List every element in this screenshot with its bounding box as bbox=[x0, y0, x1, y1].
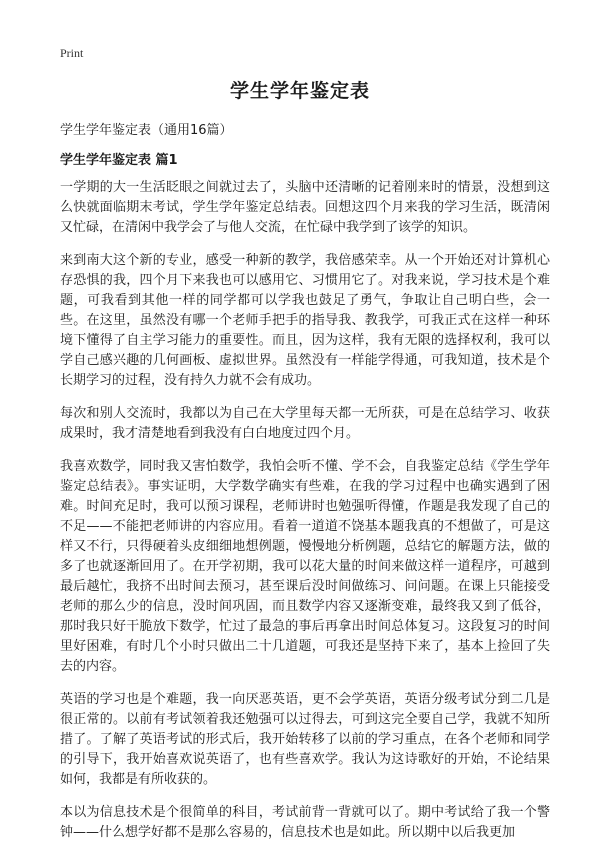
section-heading: 学生学年鉴定表 篇1 bbox=[60, 153, 178, 168]
paragraph: 一学期的大一生活眨眼之间就过去了，头脑中还清晰的记着刚来时的情景，没想到这么快就面临期末考试，学生学年鉴定总结表。回想这四个月来我的学习生活，既清闲又忙碌，在清闲中我学会了与他人交流，在忙碌中我学到了该学的知识。 bbox=[60, 180, 550, 235]
paragraph: 英语的学习也是个难题，我一向厌恶英语，更不会学英语，英语分级考试分到二几是很正常的。以前有考试领着我还勉强可以过得去，可到这完全要自己学，我就不知所措了。了解了英语考试的形式后，我开始转移了以前的学习重点，在各个老师和同学的引导下，我开始喜欢说英语了，也有些喜欢学。我认为这诗歌好的开始，不论结果如何，我都是有所收获的。 bbox=[60, 692, 550, 787]
document-subtitle: 学生学年鉴定表（通用16篇） bbox=[60, 123, 233, 138]
document-body bbox=[60, 178, 550, 856]
page-title: 学生学年鉴定表 bbox=[229, 80, 370, 102]
paragraph: 本以为信息技术是个很简单的科目，考试前背一背就可以了。期中考试给了我一个警钟——什么想学好都不是那么容易的，信息技术也是如此。所以期中以后我更加 bbox=[60, 805, 550, 840]
print-label: Print bbox=[60, 46, 84, 60]
paragraph: 我喜欢数学，同时我又害怕数学，我怕会听不懂、学不会，自我鉴定总结《学生学年鉴定总结表》。事实证明，大学数学确实有些难，在我的学习过程中也确实遇到了困难。时间充足时，我可以预习课程，老师讲时也勉强听得懂，作题是我发现了自己的不足——不能把老师讲的内容应用。看着一道道不饶基本题我真的不想做了，可是这样又不行，只得硬着头皮细细地想例题，慢慢地分析例题，总结它的解题方法，做的多了也就逐渐回用了。在开学初期，我可以花大量的时间来做这样一道程序，可越到最后越忙，我挤不出时间去预习，甚至课后没时间做练习、问问题。在课上只能接受老师的那么少的信息，没时间巩固，而且数学内容又逐渐变难，最终我又到了低谷，那时我只好干脆放下数学，忙过了最急的事后再拿出时间总体复习。这段复习的时间里好困难，有时几个小时只做出二十几道题，可我还是坚持下来了，基本上捡回了失去的内容。 bbox=[60, 459, 550, 674]
paragraph: 来到南大这个新的专业，感受一种新的教学，我倍感荣幸。从一个开始还对计算机心存恐惧的我，四个月下来我也可以感用它、习惯用它了。对我来说，学习技术是个难题，可我看到其他一样的同学都可以学我也鼓足了勇气，争取让自己明白些，会一些。在这里，虽然没有哪一个老师手把手的指导我、教我学，可我正式在这样一种环境下懂得了自主学习能力的重要性。而且，因为这样，我有无限的选择权利，我可以学自己感兴趣的几何画板、虚拟世界。虽然没有一样能学得通，可我知道，技术是个长期学习的过程，没有持久力就不会有成功。 bbox=[60, 253, 550, 388]
paragraph: 每次和别人交流时，我都以为自己在大学里每天都一无所获，可是在总结学习、收获成果时，我才清楚地看到我没有白白地度过四个月。 bbox=[60, 406, 550, 441]
